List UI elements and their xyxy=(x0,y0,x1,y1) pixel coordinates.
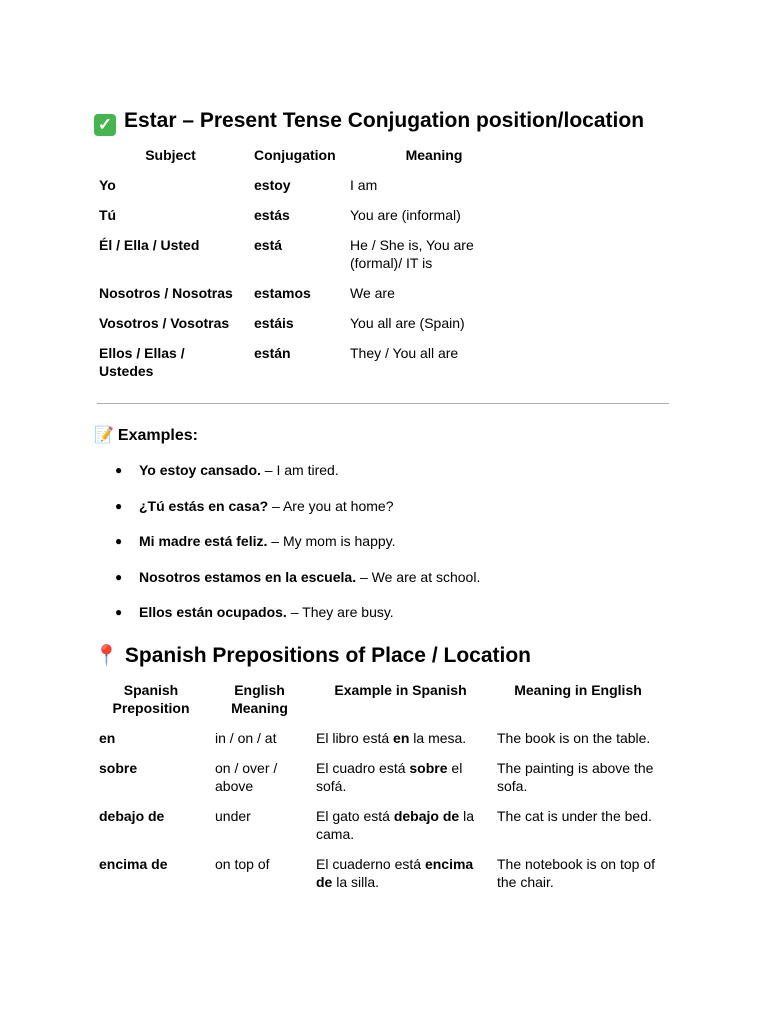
header-english-meaning: English Meaning xyxy=(231,682,288,716)
example-text: la silla. xyxy=(332,874,380,890)
conjugation-cell: estáis xyxy=(254,315,294,331)
english-meaning-cell: in / on / at xyxy=(215,730,277,746)
preposition-cell: debajo de xyxy=(99,808,165,824)
example-spanish: ¿Tú estás en casa? xyxy=(139,497,269,514)
meaning-english-cell: The notebook is on top of the chair. xyxy=(497,856,655,890)
conjugation-cell: está xyxy=(254,237,283,253)
examples-heading xyxy=(94,426,198,446)
bullet-icon: ● xyxy=(115,605,123,619)
list-item xyxy=(112,532,480,568)
list-item xyxy=(112,497,480,533)
section-divider xyxy=(97,403,669,404)
conjugation-table xyxy=(93,146,524,392)
example-text: El libro está xyxy=(316,730,394,746)
preposition-cell: sobre xyxy=(99,760,138,776)
check-mark-icon: ✓ xyxy=(94,114,116,136)
bullet-icon: ● xyxy=(115,498,123,513)
meaning-cell: They / You all are xyxy=(350,345,459,361)
example-cell xyxy=(310,807,491,855)
meaning-english-cell: The book is on the table. xyxy=(497,730,651,746)
conjugation-cell: están xyxy=(254,345,291,361)
subject-cell: Él / Ella / Usted xyxy=(99,237,200,253)
conjugation-header-row xyxy=(93,146,524,176)
table-row xyxy=(93,344,524,392)
meaning-cell: You all are (Spain) xyxy=(350,315,465,331)
round-pushpin-icon: 📍 xyxy=(94,645,119,667)
meaning-english-cell: The cat is under the bed. xyxy=(497,808,652,824)
conjugation-heading-text: Estar – Present Tense Conjugation position/location xyxy=(124,109,645,132)
table-row xyxy=(93,206,524,236)
example-spanish: Ellos están ocupados. xyxy=(139,604,287,620)
subject-cell: Nosotros / Nosotras xyxy=(99,285,233,301)
example-english: – They are busy. xyxy=(286,604,394,620)
header-meaning: Meaning xyxy=(405,147,463,163)
table-row xyxy=(93,807,665,855)
table-row xyxy=(93,176,524,206)
example-spanish: Nosotros estamos en la escuela. xyxy=(139,568,357,585)
list-item xyxy=(112,461,480,497)
example-text: la cama. xyxy=(316,808,474,842)
english-meaning-cell: on / over / above xyxy=(215,760,278,794)
memo-icon: 📝 xyxy=(94,427,114,444)
english-meaning-cell: under xyxy=(215,808,251,824)
example-english: – Are you at home? xyxy=(268,497,394,514)
table-row xyxy=(93,855,665,903)
example-english: – My mom is happy. xyxy=(267,533,396,549)
example-text: el sofá. xyxy=(316,760,463,794)
example-text: El gato está xyxy=(316,808,394,824)
conjugation-cell: estás xyxy=(254,207,290,223)
subject-cell: Yo xyxy=(99,177,116,193)
prepositions-heading xyxy=(94,643,531,669)
meaning-cell: We are xyxy=(350,285,395,301)
header-meaning-english: Meaning in English xyxy=(514,682,642,698)
conjugation-cell: estamos xyxy=(254,285,311,301)
english-meaning-cell: on top of xyxy=(215,856,270,872)
subject-cell: Ellos / Ellas / Ustedes xyxy=(99,345,185,379)
header-spanish-preposition: Spanish Preposition xyxy=(112,682,190,716)
example-bold: en xyxy=(393,730,410,746)
example-bold: encima de xyxy=(316,856,474,890)
table-row xyxy=(93,729,665,759)
preposition-cell: en xyxy=(99,730,116,746)
bullet-icon: ● xyxy=(115,569,123,584)
table-row xyxy=(93,314,524,344)
meaning-cell: He / She is, You are (formal)/ IT is xyxy=(350,237,474,271)
conjugation-cell: estoy xyxy=(254,177,291,193)
example-bold: sobre xyxy=(409,760,448,776)
prepositions-table xyxy=(93,681,665,903)
example-english: – We are at school. xyxy=(356,568,481,585)
table-row xyxy=(93,759,665,807)
examples-list xyxy=(112,461,480,639)
table-row xyxy=(93,284,524,314)
subject-cell: Vosotros / Vosotras xyxy=(99,315,230,331)
example-cell xyxy=(310,759,491,807)
example-cell xyxy=(310,729,491,759)
list-item xyxy=(112,603,480,639)
bullet-icon: ● xyxy=(115,463,123,477)
preposition-cell: encima de xyxy=(99,856,168,872)
example-text: El cuadro está xyxy=(316,760,410,776)
header-subject: Subject xyxy=(145,147,196,163)
example-bold: debajo de xyxy=(393,808,460,824)
example-text: El cuaderno está xyxy=(316,856,425,872)
conjugation-heading xyxy=(94,108,644,136)
meaning-cell: I am xyxy=(350,177,378,193)
example-spanish: Mi madre está feliz. xyxy=(139,533,268,549)
table-row xyxy=(93,236,524,284)
prepositions-heading-text: Spanish Prepositions of Place / Location xyxy=(124,644,531,667)
example-text: la mesa. xyxy=(409,730,467,746)
example-spanish: Yo estoy cansado. xyxy=(139,462,261,478)
example-cell xyxy=(310,855,491,903)
list-item xyxy=(112,568,480,604)
bullet-icon: ● xyxy=(115,534,123,548)
meaning-cell: You are (informal) xyxy=(350,207,461,223)
subject-cell: Tú xyxy=(99,207,117,223)
examples-heading-text: Examples: xyxy=(117,427,198,444)
example-english: – I am tired. xyxy=(260,462,339,478)
header-conjugation: Conjugation xyxy=(254,147,336,163)
meaning-english-cell: The painting is above the sofa. xyxy=(497,760,654,794)
prepositions-header-row xyxy=(93,681,665,729)
header-example-spanish: Example in Spanish xyxy=(334,682,467,698)
